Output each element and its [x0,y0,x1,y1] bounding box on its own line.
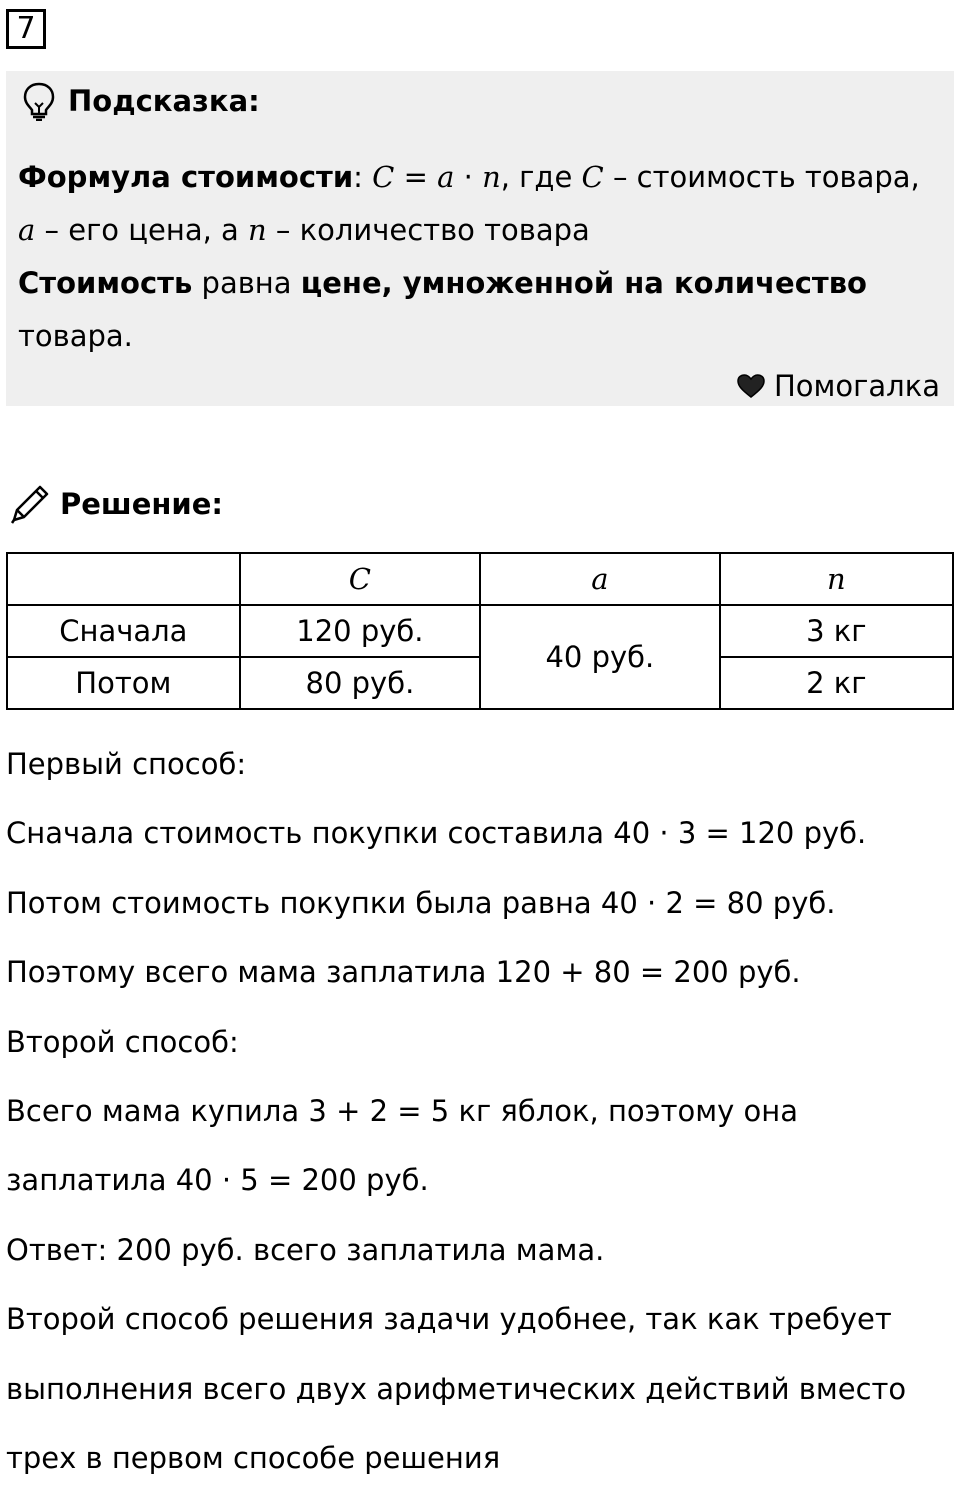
text-line: Второй способ: [6,1024,239,1059]
brand [736,369,940,403]
formula-dot: · [454,160,483,194]
pencil-icon [8,482,52,526]
table-cell: 3 кг [720,605,953,657]
formula-label: Формула стоимости [18,160,354,194]
formula-var-c2: C [581,160,604,194]
text-line: Всего мама купила 3 + 2 = 5 кг яблок, поэтому она [6,1093,798,1128]
rule-bold-1: Стоимость [18,266,193,300]
formula-line-2 [18,204,943,257]
rule-bold-2: цене, умноженной на количество [300,266,867,300]
lightbulb-icon [22,81,56,121]
solution-title: Решение: [60,487,224,521]
hint-box [6,71,954,406]
table-cell: 80 руб. [240,657,480,709]
rule-line-2: товара. [18,319,133,353]
table-row [7,657,953,709]
text-line: выполнения всего двух арифметических действий вместо [6,1371,907,1406]
text-line: трех в первом способе решения [6,1440,501,1475]
table-row [7,605,953,657]
data-table [6,552,954,710]
text-line: Второй способ решения задачи удобнее, так как требует [6,1302,892,1337]
formula-where: , где [500,160,582,194]
formula-colon: : [353,160,363,194]
formula-var-a2: a [18,213,36,247]
text-line: заплатила 40 · 5 = 200 руб. [6,1163,429,1198]
formula-var-c: C [372,160,395,194]
table-cell: 2 кг [720,657,953,709]
solution-text [6,738,954,1501]
text-line: Поэтому всего мама заплатила 120 + 80 = 200 руб. [6,955,801,990]
text-line: Ответ: 200 руб. всего заплатила мама. [6,1232,605,1267]
table-cell: Сначала [7,605,240,657]
text-line: Первый способ: [6,747,247,781]
formula-var-a: a [437,160,455,194]
heart-icon [736,373,766,399]
formula-eq: = [394,160,438,194]
formula-var-n2: n [248,213,267,247]
solution-header [8,482,223,526]
hint-title: Подсказка: [68,84,260,118]
hint-header [22,83,260,119]
formula-var-n: n [482,160,501,194]
formula-text-1: – стоимость товара, [603,160,920,194]
rule-normal-1: равна [192,266,301,300]
table-header-cell: n [720,553,953,605]
table-cell-merged: 40 руб. [480,605,719,709]
table-header-cell: a [480,553,719,605]
brand-label: Помогалка [774,369,940,403]
formula-text-2: – его цена, а [35,213,249,247]
text-line: Потом стоимость покупки была равна 40 · 2 = 80 руб. [6,885,836,920]
hint-body [18,151,943,363]
table-header-row [7,553,953,605]
table-cell: 120 руб. [240,605,480,657]
table-header-cell: C [240,553,480,605]
table-cell: Потом [7,657,240,709]
text-line: Сначала стоимость покупки составила 40 · 3 = 120 руб. [6,816,867,851]
formula-line-1 [18,151,943,204]
task-number: 7 [6,9,46,49]
rule-line-1 [18,257,943,310]
formula-text-3: – количество товара [266,213,590,247]
table-header-cell [7,553,240,605]
